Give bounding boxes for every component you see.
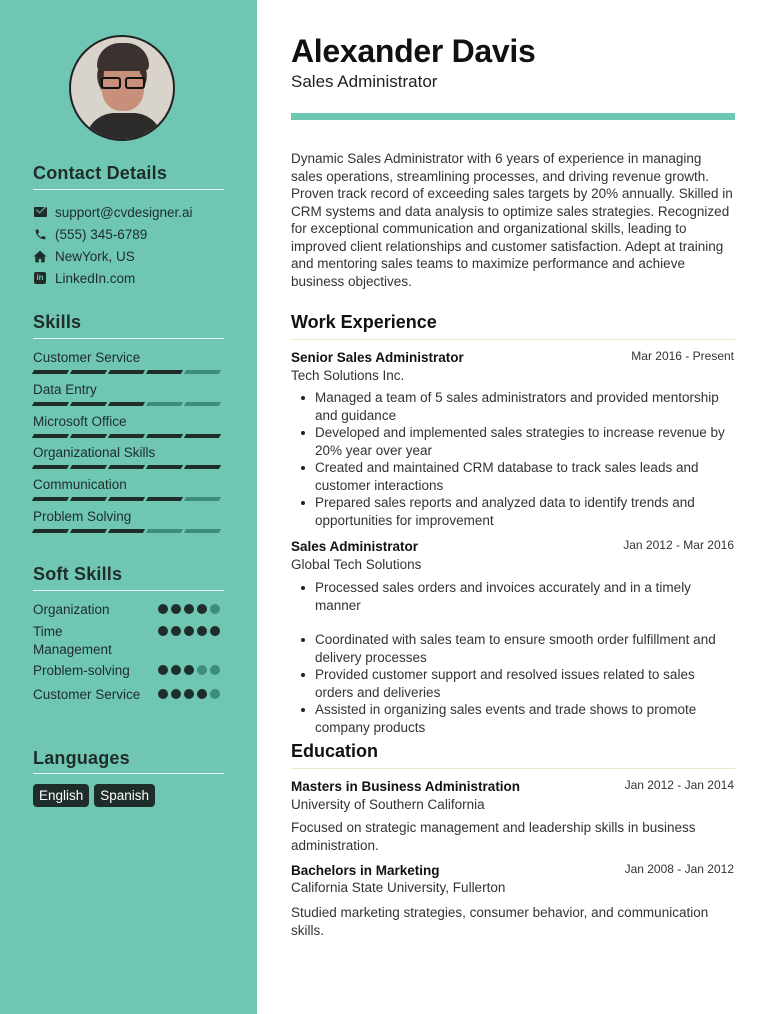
skill-item: [33, 350, 224, 374]
soft-skill-item: [33, 662, 224, 680]
job-date: Jan 2012 - Mar 2016: [623, 538, 734, 552]
soft-skill-rating: [158, 626, 220, 636]
skill-level-segment: [146, 497, 183, 501]
school-name: University of Southern California: [291, 797, 485, 812]
job-title: Sales Administrator: [291, 539, 419, 554]
skill-item: [33, 382, 224, 406]
list-item: Created and maintained CRM database to track sales leads and customer interactions: [315, 459, 735, 494]
skill-level-segment: [146, 465, 183, 469]
skill-label: Problem Solving: [33, 509, 132, 524]
rating-dot: [171, 626, 181, 636]
degree-title: Bachelors in Marketing: [291, 863, 440, 878]
soft-skill-item: [33, 623, 224, 658]
rating-dot: [210, 604, 220, 614]
skill-level-segment: [184, 465, 221, 469]
home-icon: [33, 249, 47, 263]
skill-level-bar: [33, 465, 224, 469]
skill-level-segment: [108, 465, 145, 469]
skill-level-segment: [32, 434, 69, 438]
contact-location-text: NewYork, US: [55, 248, 135, 264]
rating-dot: [158, 626, 168, 636]
skill-level-segment: [108, 529, 145, 533]
degree-title: Masters in Business Administration: [291, 779, 521, 794]
rating-dot: [184, 604, 194, 614]
skill-level-bar: [33, 497, 224, 501]
skill-level-segment: [70, 370, 107, 374]
contact-email[interactable]: [33, 203, 193, 221]
job-company: Tech Solutions Inc.: [291, 368, 405, 383]
job-bullets: [315, 579, 735, 736]
soft-skill-rating: [158, 665, 220, 675]
skill-level-segment: [108, 370, 145, 374]
skill-level-segment: [146, 529, 183, 533]
skill-level-segment: [70, 497, 107, 501]
rating-dot: [184, 626, 194, 636]
skill-item: [33, 414, 224, 438]
linkedin-icon: in: [33, 271, 47, 285]
skill-level-segment: [146, 434, 183, 438]
job-date: Mar 2016 - Present: [631, 349, 734, 363]
sidebar: [0, 0, 257, 1014]
list-item: Processed sales orders and invoices accurately and in a timely manner: [315, 579, 735, 614]
rating-dot: [197, 604, 207, 614]
skill-item: [33, 445, 224, 469]
language-badge: Spanish: [94, 784, 155, 807]
job-bullets: [315, 389, 735, 529]
skill-label: Communication: [33, 477, 127, 492]
skill-level-segment: [184, 529, 221, 533]
skill-item: [33, 509, 224, 533]
skill-level-bar: [33, 402, 224, 406]
avatar: [69, 35, 175, 141]
soft-skill-item: [33, 686, 224, 704]
education-desc: Focused on strategic management and leadership skills in business administration.: [291, 820, 696, 853]
soft-skill-label: Time Management: [33, 624, 112, 657]
skill-level-segment: [184, 402, 221, 406]
skill-level-segment: [32, 402, 69, 406]
skill-level-segment: [146, 402, 183, 406]
skill-level-segment: [108, 497, 145, 501]
skill-level-segment: [32, 529, 69, 533]
skill-level-segment: [146, 370, 183, 374]
rating-dot: [184, 665, 194, 675]
contact-phone-text: (555) 345-6789: [55, 226, 148, 242]
skill-label: Customer Service: [33, 350, 141, 365]
languages-heading: Languages: [33, 748, 130, 768]
rating-dot: [171, 689, 181, 699]
list-item: Assisted in organizing sales events and trade shows to promote company products: [315, 701, 735, 736]
rating-dot: [197, 689, 207, 699]
rating-dot: [210, 689, 220, 699]
list-item: Coordinated with sales team to ensure smooth order fulfillment and delivery processes: [315, 631, 735, 666]
skill-level-segment: [108, 402, 145, 406]
rating-dot: [210, 626, 220, 636]
phone-icon: [33, 227, 47, 241]
soft-skill-rating: [158, 689, 220, 699]
rating-dot: [158, 665, 168, 675]
rating-dot: [171, 665, 181, 675]
education-heading: Education: [291, 741, 379, 761]
job-company: Global Tech Solutions: [291, 557, 422, 572]
contact-linkedin-text: LinkedIn.com: [55, 270, 136, 286]
accent-bar: [291, 113, 735, 120]
soft-skills-heading: Soft Skills: [33, 564, 123, 584]
skill-level-segment: [32, 465, 69, 469]
rating-dot: [158, 689, 168, 699]
work-heading: Work Experience: [291, 312, 437, 332]
soft-skill-rating: [158, 604, 220, 614]
skill-level-bar: [33, 370, 224, 374]
degree-date: Jan 2008 - Jan 2012: [624, 862, 734, 876]
contact-email-text: support@cvdesigner.ai: [55, 204, 193, 220]
contact-location: [33, 247, 135, 265]
skill-level-bar: [33, 529, 224, 533]
skill-level-segment: [32, 497, 69, 501]
skill-level-segment: [108, 434, 145, 438]
soft-skill-label: Organization: [33, 602, 110, 617]
list-item: Prepared sales reports and analyzed data to identify trends and opportunities for improvement: [315, 494, 735, 529]
rating-dot: [171, 604, 181, 614]
skill-level-bar: [33, 434, 224, 438]
contact-heading: Contact Details: [33, 163, 168, 183]
skill-level-segment: [184, 434, 221, 438]
skill-label: Microsoft Office: [33, 414, 127, 429]
list-item: Managed a team of 5 sales administrators and provided mentorship and guidance: [315, 389, 735, 424]
skill-level-segment: [70, 434, 107, 438]
skill-level-segment: [32, 370, 69, 374]
soft-skill-item: [33, 601, 224, 619]
rating-dot: [210, 665, 220, 675]
candidate-role: Sales Administrator: [291, 72, 438, 91]
summary: Dynamic Sales Administrator with 6 years of experience in managing sales operations, streamlining processes, and driving revenue growth. Proven track record of exceeding sales targets by 20% annually. Skilled in CRM systems and data analysis to optimize sales strategies. Recognized for exceptional communication and organizational skills, leading to improved client relationships and customer satisfaction. Adept at training and mentoring sales teams to maximize performance and achieve business objectives.: [291, 151, 733, 289]
school-name: California State University, Fullerton: [291, 880, 506, 895]
skill-level-segment: [184, 497, 221, 501]
skill-level-segment: [70, 529, 107, 533]
mail-icon: [33, 205, 47, 219]
rating-dot: [158, 604, 168, 614]
skills-heading: Skills: [33, 312, 82, 332]
rating-dot: [197, 626, 207, 636]
degree-date: Jan 2012 - Jan 2014: [624, 778, 734, 792]
job-title: Senior Sales Administrator: [291, 350, 464, 365]
skill-label: Organizational Skills: [33, 445, 156, 460]
skill-level-segment: [70, 402, 107, 406]
candidate-name: Alexander Davis: [291, 33, 536, 69]
rating-dot: [184, 689, 194, 699]
soft-skill-label: Customer Service: [33, 687, 141, 702]
language-badge: English: [33, 784, 89, 807]
list-item: Developed and implemented sales strategies to increase revenue by 20% year over year: [315, 424, 735, 459]
list-item: Provided customer support and resolved issues related to sales orders and deliveries: [315, 666, 735, 701]
skill-level-segment: [184, 370, 221, 374]
skill-label: Data Entry: [33, 382, 97, 397]
rating-dot: [197, 665, 207, 675]
education-desc: Studied marketing strategies, consumer behavior, and communication skills.: [291, 905, 709, 938]
contact-linkedin[interactable]: [33, 269, 135, 287]
soft-skill-label: Problem-solving: [33, 663, 130, 678]
contact-phone[interactable]: [33, 225, 147, 243]
skill-level-segment: [70, 465, 107, 469]
skill-item: [33, 477, 224, 501]
